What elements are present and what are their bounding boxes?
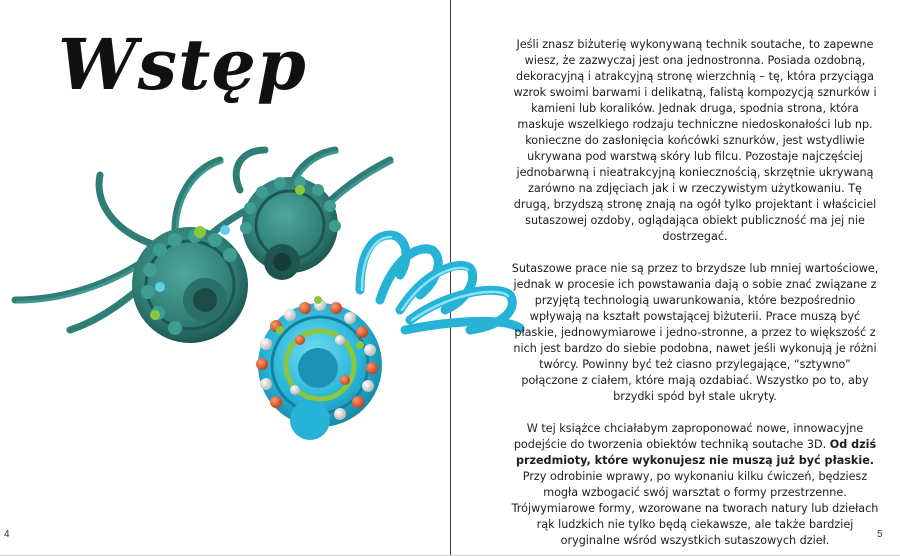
chapter-title: Wstęp	[58, 23, 307, 106]
page-gutter	[450, 0, 451, 556]
paragraph-2: Sutaszowe prace nie są przez to brzydsze lub mniej wartościowe, jednak w procesie ich powstawania dają o sobie znać związane z przyjętą technologią uwarunkowania, które bezpośrednio wpływają na kształt powstającej biżuterii. Prace muszą być płaskie, jednowymiarowe i jedno-stronne, a przez to większość z nich jest bardzo do siebie podobna, nawet jeśli wykonują je różni twórcy. Powinny być też ciasno przylegające, “sztywno” połączone z ciałem, które mają ozdabiać. Wszystko po to, aby brzydki spód był stale ukryty.	[511, 262, 879, 403]
page-number-left: 4	[4, 529, 10, 540]
paragraph-1: Jeśli znasz biżuterię wykonywaną technik soutache, to zapewne wiesz, że zazwyczaj jest ona jednostronna. Posiada ozdobną, dekoracyjną i atrakcyjną stronę wierzchnią – tę, która przyciąga wzrok swoimi barwami i delikatną, falistą kompozycją sznurków i kamieni lub koralików. Jednak druga, spodnia strona, która maskuje wszelkiego rodzaju techniczne niedoskonałości lub np. konieczne do zasłonięcia końcówki sznurków, jest wstydliwie ukrywana pod warstwą skóry lub filcu. Pozostaje najczęściej jednobarwną i nieatrakcyjną koniecznością, skrzętnie ukrywaną zarówno na zdjęciach jak i w rzeczywistym użytkowaniu. Tę drugą, brzydszą stronę znają na ogół tylko projektant i właściciel sutaszowej ozdoby, oglądająca obiekt publiczność ma jej nie dostrzegać.	[513, 38, 877, 243]
page-number-right: 5	[877, 529, 883, 540]
intro-text-column	[510, 37, 880, 549]
paragraph-3	[510, 421, 880, 549]
paragraph-3-lead: W tej książce chciałabym zaproponować nowe, innowacyjne podejście do tworzenia obiektów techniką soutache 3D.	[513, 422, 864, 451]
paragraph-3-emphasis: Od dziś przedmioty, które wykonujesz nie muszą już być płaskie.	[515, 438, 877, 467]
paragraph-3-rest: Przy odrobinie wprawy, po wykonaniu kilku ćwiczeń, będziesz mogła wzbogacić swój warsztat o formy przestrzenne. Trójwymiarowe formy, wzorowane na tworach natury lub dziełach rąk ludzkich nie tylko będą ciekawsze, ale także bardziej oryginalne wśród wszystkich sutaszowych dzieł.	[511, 470, 879, 547]
